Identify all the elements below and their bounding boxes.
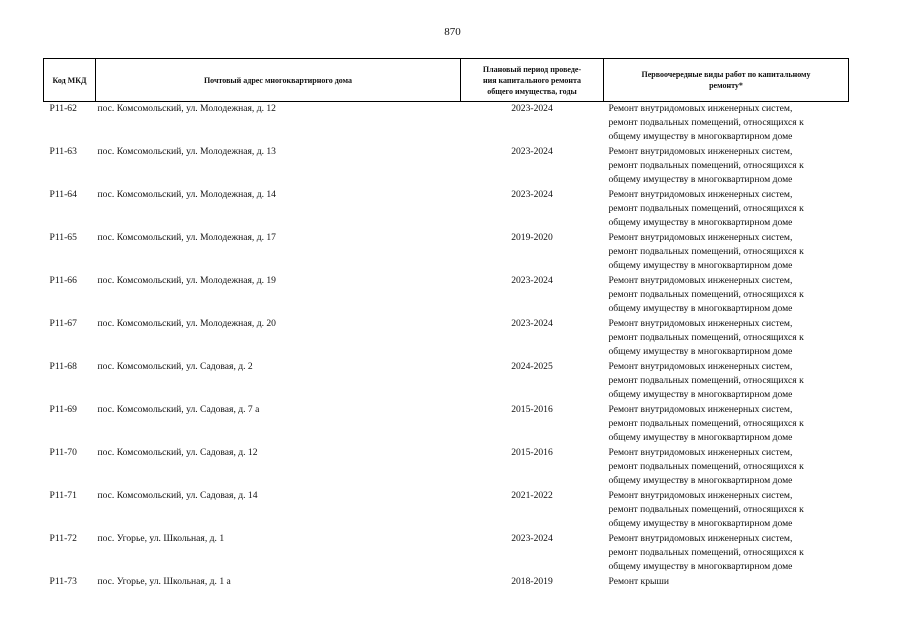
cell-code: Р11-62 xyxy=(49,103,77,114)
cell-works xyxy=(604,532,849,575)
cell-code: Р11-64 xyxy=(49,189,77,200)
work-line: ремонт подвальных помещений, относящихся к xyxy=(608,246,804,258)
work-line: ремонт подвальных помещений, относящихся к xyxy=(608,203,804,215)
cell-period: 2015-2016 xyxy=(511,404,553,415)
work-line: Ремонт крыши xyxy=(608,576,669,587)
work-line: ремонт подвальных помещений, относящихся к xyxy=(608,461,804,473)
table-row xyxy=(44,317,849,360)
work-line: ремонт подвальных помещений, относящихся к xyxy=(608,117,804,129)
cell-address: пос. Комсомольский, ул. Садовая, д. 2 xyxy=(97,361,253,372)
work-line: общему имуществу в многоквартирном доме xyxy=(608,174,793,186)
cell-works xyxy=(604,231,849,274)
cell-address: пос. Комсомольский, ул. Садовая, д. 12 xyxy=(97,447,258,458)
cell-works xyxy=(604,403,849,446)
cell-works xyxy=(604,575,849,595)
header-period-line: ния капитального ремонта xyxy=(483,75,581,85)
header-works-line: Первоочередные виды работ по капитальному xyxy=(641,70,811,79)
header-works-line: ремонту* xyxy=(709,81,743,90)
cell-code: Р11-67 xyxy=(49,318,77,329)
work-line: общему имуществу в многоквартирном доме xyxy=(608,561,793,573)
cell-code: Р11-63 xyxy=(49,146,77,157)
work-line: общему имуществу в многоквартирном доме xyxy=(608,518,793,530)
work-line: ремонт подвальных помещений, относящихся к xyxy=(608,418,804,430)
table-header xyxy=(44,59,849,102)
capital-repair-table xyxy=(43,58,849,595)
cell-period: 2023-2024 xyxy=(511,103,553,114)
cell-period: 2021-2022 xyxy=(511,490,553,501)
work-line: Ремонт внутридомовых инженерных систем, xyxy=(608,533,793,544)
work-line: Ремонт внутридомовых инженерных систем, xyxy=(608,318,793,329)
work-line: общему имуществу в многоквартирном доме xyxy=(608,389,793,401)
page-number: 870 xyxy=(444,26,461,38)
cell-code: Р11-71 xyxy=(49,490,77,501)
cell-address: пос. Комсомольский, ул. Молодежная, д. 19 xyxy=(97,275,276,286)
cell-period: 2015-2016 xyxy=(511,447,553,458)
cell-period: 2023-2024 xyxy=(511,146,553,157)
table-row xyxy=(44,532,849,575)
work-line: Ремонт внутридомовых инженерных систем, xyxy=(608,361,793,372)
cell-code: Р11-73 xyxy=(49,576,77,587)
work-line: Ремонт внутридомовых инженерных систем, xyxy=(608,275,793,286)
cell-code: Р11-68 xyxy=(49,361,77,372)
table-row xyxy=(44,102,849,146)
cell-address: пос. Комсомольский, ул. Молодежная, д. 20 xyxy=(97,318,276,329)
cell-works xyxy=(604,446,849,489)
table-header-row xyxy=(44,59,849,102)
work-line: общему имуществу в многоквартирном доме xyxy=(608,432,793,444)
cell-address: пос. Комсомольский, ул. Молодежная, д. 12 xyxy=(97,103,276,114)
work-line: Ремонт внутридомовых инженерных систем, xyxy=(608,103,793,114)
header-period-line: Плановый период проведе- xyxy=(482,64,582,74)
table-row xyxy=(44,188,849,231)
table-row xyxy=(44,446,849,489)
cell-works xyxy=(604,274,849,317)
cell-period: 2023-2024 xyxy=(511,318,553,329)
cell-period: 2024-2025 xyxy=(511,361,553,372)
header-period-line: общего имущества, годы xyxy=(487,86,577,96)
cell-period: 2023-2024 xyxy=(511,533,553,544)
work-line: Ремонт внутридомовых инженерных систем, xyxy=(608,447,793,458)
cell-period: 2023-2024 xyxy=(511,275,553,286)
cell-works xyxy=(604,188,849,231)
work-line: общему имуществу в многоквартирном доме xyxy=(608,346,793,358)
table-row xyxy=(44,145,849,188)
cell-address: пос. Комсомольский, ул. Молодежная, д. 17 xyxy=(97,232,276,243)
table-row xyxy=(44,360,849,403)
work-line: ремонт подвальных помещений, относящихся к xyxy=(608,332,804,344)
cell-works xyxy=(604,317,849,360)
cell-address: пос. Угорье, ул. Школьная, д. 1 а xyxy=(97,576,231,587)
table-row xyxy=(44,231,849,274)
table-row xyxy=(44,575,849,595)
header-address: Почтовый адрес многоквартирного дома xyxy=(96,59,461,102)
cell-code: Р11-72 xyxy=(49,533,77,544)
cell-address: пос. Комсомольский, ул. Молодежная, д. 13 xyxy=(97,146,276,157)
work-line: ремонт подвальных помещений, относящихся к xyxy=(608,375,804,387)
work-line: общему имуществу в многоквартирном доме xyxy=(608,303,793,315)
work-line: общему имуществу в многоквартирном доме xyxy=(608,217,793,229)
table-row xyxy=(44,403,849,446)
work-line: ремонт подвальных помещений, относящихся к xyxy=(608,504,804,516)
cell-works xyxy=(604,489,849,532)
work-line: Ремонт внутридомовых инженерных систем, xyxy=(608,189,793,200)
cell-address: пос. Угорье, ул. Школьная, д. 1 xyxy=(97,533,225,544)
table-row xyxy=(44,274,849,317)
cell-address: пос. Комсомольский, ул. Молодежная, д. 14 xyxy=(97,189,276,200)
table-row xyxy=(44,489,849,532)
cell-period: 2023-2024 xyxy=(511,189,553,200)
cell-code: Р11-70 xyxy=(49,447,77,458)
header-code: Код МКД xyxy=(44,59,96,102)
cell-code: Р11-65 xyxy=(49,232,77,243)
cell-period: 2019-2020 xyxy=(511,232,553,243)
cell-code: Р11-66 xyxy=(49,275,77,286)
work-line: ремонт подвальных помещений, относящихся к xyxy=(608,289,804,301)
work-line: ремонт подвальных помещений, относящихся к xyxy=(608,160,804,172)
cell-address: пос. Комсомольский, ул. Садовая, д. 14 xyxy=(97,490,258,501)
cell-code: Р11-69 xyxy=(49,404,77,415)
cell-period: 2018-2019 xyxy=(511,576,553,587)
work-line: Ремонт внутридомовых инженерных систем, xyxy=(608,232,793,243)
cell-address: пос. Комсомольский, ул. Садовая, д. 7 а xyxy=(97,404,260,415)
work-line: общему имуществу в многоквартирном доме xyxy=(608,131,793,143)
cell-works xyxy=(604,145,849,188)
work-line: общему имуществу в многоквартирном доме xyxy=(608,475,793,487)
work-line: Ремонт внутридомовых инженерных систем, xyxy=(608,404,793,415)
work-line: ремонт подвальных помещений, относящихся к xyxy=(608,547,804,559)
header-period xyxy=(461,59,604,102)
cell-works xyxy=(604,102,849,146)
work-line: Ремонт внутридомовых инженерных систем, xyxy=(608,490,793,501)
work-line: общему имуществу в многоквартирном доме xyxy=(608,260,793,272)
work-line: Ремонт внутридомовых инженерных систем, xyxy=(608,146,793,157)
cell-works xyxy=(604,360,849,403)
header-works xyxy=(604,59,849,102)
table-body xyxy=(44,102,849,596)
